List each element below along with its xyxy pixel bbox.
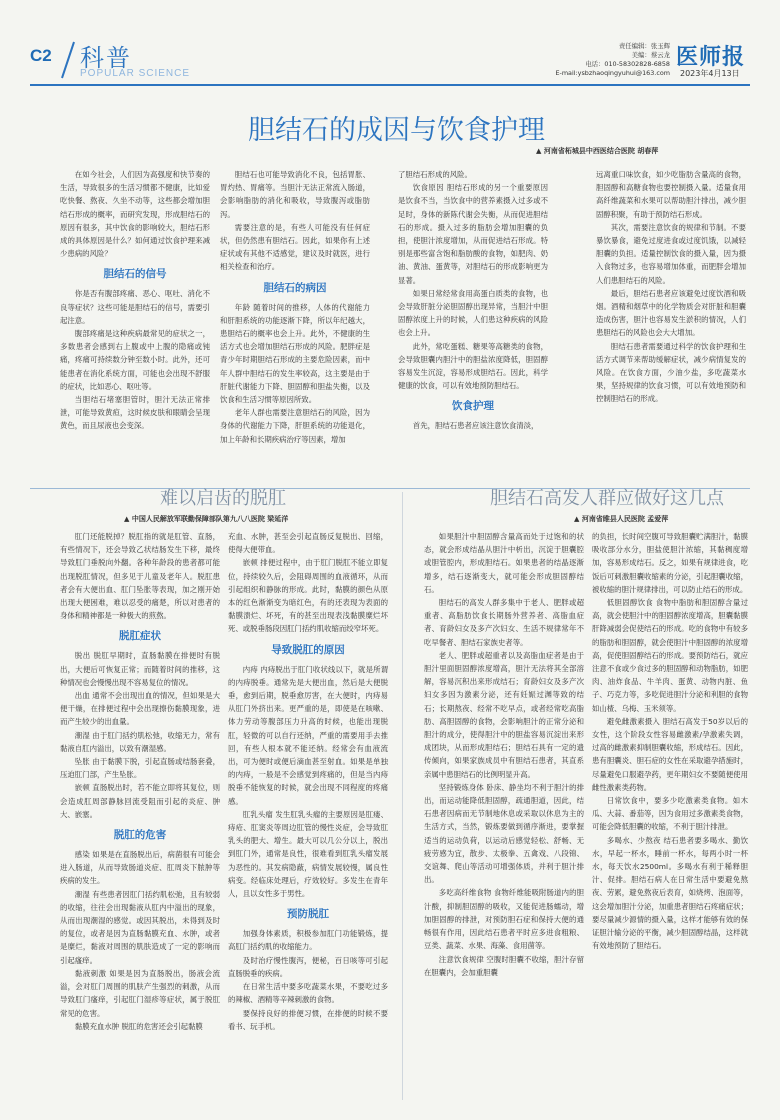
paragraph: 要保持良好的排便习惯，在排便的时候不要看书、玩手机。 xyxy=(228,1008,388,1031)
paragraph: 黏液刺激 如果是因为直肠脱出，肠液会流溢，会对肛门周围的肌肤产生强烈的刺激，从而导致肛门瘙痒，引起肛门湿疹等症状，属于脱肛常见的危害。 xyxy=(60,968,220,1018)
paragraph: 潮湿 有些患者因肛门括约肌松弛，且有较弱的收缩，往往会出现黏液从肛内中溢出的现象，从而出现潮湿的感觉。或因其脱出，未得到及时的复位，或者是因为直肠黏膜充血、水肿，或者是糜烂，黏液对周围的肌肤造成了一定的影响而引起瘙痒。 xyxy=(60,889,220,965)
article1-byline: ▲ 河南省柘城县中西医结合医院 胡春萍 xyxy=(536,147,659,155)
subheading: 预防脱肛 xyxy=(287,908,329,921)
paragraph: 注意饮食规律 空腹时胆囊不收缩，胆汁存留在胆囊内，会加重胆囊 xyxy=(424,954,584,977)
article3-column-2 xyxy=(592,530,748,1102)
paragraph: 你是否有腹部疼痛、恶心、呕吐、消化不良等症状？这些可能是胆结石的信号，需要引起注意。 xyxy=(60,289,210,325)
paragraph: 坚持锻炼身体 卧床、静坐均不利于胆汁的排出，而运动能降低胆固醇，疏通胆道，因此，结石患者因病而无节制地休息或采取以休息为主的生活方式，当然，锻炼要做到循序渐进，要掌握适当的运动负荷，以运动后感觉轻松、舒畅、无疲劳感为宜，散步、太极拳、五禽戏、八段锦、交谊舞、爬山等活动可增强体质，并利于胆汁排出。 xyxy=(424,782,584,885)
paragraph: 最后，胆结石患者应该避免过度饮酒和吸烟。酒精和烟草中的化学物质会对肝脏和胆囊造成伤害，胆汁也容易发生淤积的情况，人们患胆结石的风险也会大大增加。 xyxy=(596,288,746,338)
paragraph: 及时治疗慢性腹泻，便秘，百日咳等可引起直肠脱垂的疾病。 xyxy=(228,955,388,978)
paragraph: 年龄 随着时间的推移，人体的代谢能力和肝胆系统的功能逐渐下降，所以年纪越大，患胆结石的概率也会上升。此外，不健康的生活方式也会增加胆结石形成的风险。肥胖症是青少年时期胆结石形成的主要危险因素，而中年人群中胆结石的发生率较高，这主要是由于肝脏代谢能力下降、胆固醇和胆盐失衡，以及饮食和生活习惯等原因所致。 xyxy=(220,302,370,405)
paragraph: 坠胀 由于黏膜下脱，引起直肠或结肠套叠，压迫肛门部，产生坠胀。 xyxy=(60,757,220,780)
article1-column-3 xyxy=(398,168,548,478)
article1-column-4 xyxy=(596,168,746,478)
paragraph: 胆结石患者需要通过科学的饮食护理和生活方式调节来帮助缓解症状，减少病情复发的风险。在饮食方面，少油少盐，多吃蔬菜水果，坚持规律的饮食习惯，可以有效地预防和控制胆结石的形成。 xyxy=(596,341,746,404)
article2-column-1 xyxy=(60,530,220,1102)
article3-byline: ▲ 河南省睢县人民医院 孟爱萍 xyxy=(574,515,669,523)
header-rule xyxy=(30,84,750,86)
paragraph: 需要注意的是，有些人可能没有任何症状，但仍然患有胆结石。因此，如果你有上述症状或有其他不适感觉，建议及时就医，进行相关检查和治疗。 xyxy=(220,222,370,272)
paragraph: 出血 通常不会出现出血的情况，但如果是大便干燥，在排便过程中会出现擦伤黏膜现象，进而产生较少的出血量。 xyxy=(60,691,220,727)
paragraph: 在如今社会，人们因为高强度和快节奏的生活，导致很多的生活习惯都不健康，比如爱吃快餐、熬夜、久坐不动等，这些都会增加胆结石形成的概率，而研究发现，形成胆结石的原因有很多，其中饮食的影响较大，胆结石形成的具体原因是什么？如何通过饮食护理来减少患病的风险？ xyxy=(60,170,210,259)
paragraph: 其次，需要注意饮食的规律和节制。不要暴饮暴食，避免过度进食或过度饥饿，以减轻胆囊的负担。适量控制饮食的摄入量，因为摄入食物过多，也容易增加体重，而肥胖会增加人们患胆结石的风险。 xyxy=(596,222,746,285)
column-divider xyxy=(402,492,403,1100)
subheading: 胆结石的病因 xyxy=(263,281,327,294)
section-title: 科普 xyxy=(80,44,132,72)
paragraph: 如果日常经常食用高蛋白质类的食物，也会导致肝脏分泌胆固醇出现异常，当胆汁中胆固醇浓度上升的时候，人们患这种疾病的风险也会上升。 xyxy=(398,288,548,338)
paragraph: 远离重口味饮食，如少吃脂肪含量高的食物，胆固醇和高糖食物也要控制摄入量。适量食用高纤维蔬菜和水果可以帮助胆汁排出，减少胆固醇积聚，有助于预防结石形成。 xyxy=(596,170,746,219)
paragraph: 潮湿 由于肛门括约肌松弛，收缩无力，常有黏液自肛内溢出，以致有潮湿感。 xyxy=(60,730,220,753)
paragraph: 多吃高纤维食物 食物纤维能吸附肠道内的胆汁酸，抑制胆固醇的吸收，又能促进肠蠕动，增加胆固醇的排泄，对预防胆石症和保持大便的通畅很有作用，因此结石患者平时应多进食粗粮、豆类、蔬菜、水果、海藻、食用菌等。 xyxy=(424,888,584,951)
paragraph: 内痔 内痔脱出于肛门收状线以下，就是所谓的内痔脱垂。通常先是大便出血，然后是大便脱垂，愈到后期，脱垂愈厉害，在大便时，内痔易从肛门外挤出来。更严重的是，即使是在咳嗽、体力劳动等腹部压力升高的时候，也能出现脱肛，轻微的可以自行还纳，严重的需要用手去推回，有些人根本就不能还纳。经常会有血液流出，可为便时或便后滴血甚至射血。如果是单独的内痔，一般是不会感觉到疼痛的，但是当内痔脱垂不能恢复的时候，就会出现不同程度的疼痛感。 xyxy=(228,664,388,806)
paragraph: 加强身体素质，积极参加肛门功能锻炼，提高肛门括约肌的收缩能力。 xyxy=(228,929,388,952)
paragraph: 多喝水、少熬夜 结石患者要多喝水、勤饮水，早起一杯水，睡前一杯水，每两小时一杯水，每天饮水2500ml。多喝水有利于稀释胆汁、促排。胆结石病人在日常生活中要避免熬夜、劳累，避免熬夜后表育，如烧烤、泡面等，这会增加胆汁分泌，加重患者胆结石疼痛症状；要尽量减少源情的摄入量，这样才能够有效的保证胆汁输分泌的平衡，减少胆固醇结晶，这样就有效地预防了胆结石。 xyxy=(592,835,748,951)
newspaper-logo: 医师报 xyxy=(676,44,746,70)
paragraph: 肛门还能脱掉？脱肛指的就是肛管、直肠，有些情况下，还会导致乙状结肠发生下移，最终导致肛门垂脱向外翻。各种年龄段的患者都可能出现脱肛情况，但多见于儿童及老年人。脱肛患者会有大便出血、肛门坠胀等表现，加之刚开始出现大便困难，难以忍受的痛楚，所以对患者的身体和精神都是一种极大的煎熬。 xyxy=(60,532,220,621)
paragraph: 充血、水肿，甚至会引起直肠反复脱出、回缩，使得大便带血。 xyxy=(228,532,388,555)
paragraph: 日常饮食中，要多少吃激素类食物。如木瓜、大蒜、番茄等，因为食用过多激素类食物，可能会降低胆囊的收缩，不利于胆汁排泄。 xyxy=(592,796,748,832)
paragraph: 嵌顿 直肠脱出时，若不能立即将其复位，则会造成肛周部静脉回流受阻而引起的炎症、肿大、嵌塞。 xyxy=(60,783,220,819)
paragraph: 胆结石的高发人群多集中于老人、肥胖或超重者、高脂肪饮食长期肠外营养者、高脂血症者、育龄妇女及多产次妇女、生活不规律常年不吃早餐者、胆结石家族史者等。 xyxy=(424,598,584,647)
paragraph: 此外，常吃蛋糕、糖果等高糖类的食物，会导致胆囊内胆汁中的胆盐浓度降低，胆固醇容易发生沉淀，容易形成胆结石。因此，科学健康的饮食，可以有效地预防胆结石。 xyxy=(398,341,548,391)
paragraph: 老人、肥胖或超重者以及高脂血症者是由于胆汁里面胆固醇浓度增高，胆汁无法将其全部溶解，容易沉积出来形成结石；育龄妇女及多产次妇女多因为激素分泌，还有妊娠过渊等致的结石；长期熬夜、经常不吃早点，或者经常吃高脂肪、高胆固醇的食物，会影响胆汁的正常分泌和胆汁的成分，使得胆汁中的胆盐容易沉淀出来形成团块，从而形成胆结石；胆结石具有一定的遗传倾向，如果家族成员中有胆结石患者，其直系亲属中患胆结石的比例明显升高。 xyxy=(424,650,584,779)
paragraph: 老年人群也需要注意胆结石的风险，因为身体的代谢能力下降，肝胆系统的功能退化，加上年龄和长期疾病治疗等因素，增加 xyxy=(220,408,370,444)
subheading: 脱肛症状 xyxy=(119,630,161,643)
editor-line: 美编：蔡云龙 xyxy=(631,51,670,59)
paragraph: 的负担，长时间空腹可导致胆囊贮满胆汁，黏膜吸收部分水分，胆盐使胆汁浓缩，其黏稠度增加，容易形成结石。反之，如果有规律进食，吃饭后可刺激胆囊收缩素的分泌，引起胆囊收缩，被收缩的胆汁规律排出，可以防止结石的形成。 xyxy=(592,532,748,594)
paragraph: 低胆固醇饮食 食物中脂肪和胆固醇含量过高，就会使胆汁中的胆固醇浓度增高，胆囊黏膜肝降减弱会促使结石的形成。吃的食物中有较多的脂肪和胆固醇，就会使胆汁中胆固醇的浓度增高，促使胆固醇结石的形成。要预防结石，就应注意不食或少食过多的胆固醇和动物脂肪，如肥肉、油炸食品、牛羊肉、蛋黄、动物内脏、鱼子、巧克力等，多吃促进胆汁分泌和利胆的食物如山楂、乌梅、玉米须等。 xyxy=(592,598,748,713)
subheading: 饮食护理 xyxy=(452,400,494,413)
paragraph: 当胆结石堵塞胆管时，胆汁无法正常排泄，可能导致黄疸，这时候皮肤和眼睛会呈现黄色，而且尿液也会变深。 xyxy=(60,395,210,431)
paragraph: 黏膜充血水肿 脱肛的危害还会引起黏膜 xyxy=(74,1021,203,1031)
paragraph: 肛乳头瘤 发生肛乳头瘤的主要原因是肛瘘、痔疮、肛窦炎等周边肛管的慢性炎症，会导致肛乳头的肥大、增生。最大可以几公分以上，脱出到肛门外，通常是良性，很难看到肛乳头瘤发展为恶性的。其发病隐蔽，病情发展较慢，属良性病变。经临床处理后，疗效较好。多发生在青年人，且以女性多于男性。 xyxy=(228,809,388,899)
paragraph: 避免雌激素摄入 胆结石高发于50岁以后的女性，这个阶段女性容易雌激素/孕激素失调，过高的雌激素抑制胆囊收缩，形成结石。因此，患有胆囊炎、胆石症的女性在采取避孕措施时，尽量避免口服避孕药，更年期妇女不要随便使用雌性激素类药物。 xyxy=(592,716,748,792)
paragraph: 感染 如果是在直肠脱出后，病菌很有可能会进入肠道，从而导致肠道炎症、肛周炎下脓肿等疾病的发生。 xyxy=(60,850,220,886)
article1-title: 胆结石的成因与饮食护理 xyxy=(248,115,545,146)
paragraph: 脱出 脱肛早期时，直肠黏膜在排便时有脱出，大便后可恢复正常；而随着时间的推移，这种情况也会慢慢出现不容易复位的情况。 xyxy=(60,651,220,687)
paragraph: 了胆结石形成的风险。 xyxy=(398,170,472,179)
subheading: 脱肛的危害 xyxy=(113,829,167,842)
paragraph: 首先，胆结石患者应该注意饮食清淡， xyxy=(412,421,539,431)
editor-line: 电话：010-58302828-6858 xyxy=(585,60,670,68)
editor-line: E-mail:ysbzhaoqingyuhui@163.com xyxy=(555,69,670,77)
page-number: C2 xyxy=(30,46,52,65)
header-slash-decoration xyxy=(58,40,78,80)
article1-column-1 xyxy=(60,168,210,478)
publication-date: 2023年4月13日 xyxy=(680,69,740,78)
article3-title: 胆结石高发人群应做好这几点 xyxy=(490,488,724,509)
article2-title: 难以启齿的脱肛 xyxy=(160,488,286,509)
paragraph: 胆结石也可能导致消化不良，包括胃胀、胃灼热、胃痛等。当胆汁无法正常流入肠道，会影响脂肪的消化和吸收，导致腹泻或脂肪泻。 xyxy=(220,170,370,219)
paragraph: 在日常生活中要多吃蔬菜水果，不要吃过多的辣椒、酒精等辛辣刺激的食物。 xyxy=(228,982,388,1005)
paragraph: 腹部疼痛是这种疾病最常见的症状之一，多数患者会感到右上腹或中上腹的隐痛或钝痛，疼痛可持续数分钟至数小时。此外，还可能患者在消化系统方面，可能也会出现不舒服的症状，比如恶心、呕吐等。 xyxy=(60,329,210,391)
editor-info xyxy=(544,42,670,78)
article1-column-2 xyxy=(220,168,370,478)
subheading: 导致脱肛的原因 xyxy=(271,643,345,656)
article2-column-2 xyxy=(228,530,388,1102)
section-subtitle: POPULAR SCIENCE xyxy=(80,68,191,79)
editor-line: 责任编辑：张玉辉 xyxy=(618,42,670,50)
subheading: 胆结石的信号 xyxy=(103,268,167,281)
paragraph: 饮食原因 胆结石形成的另一个重要原因是饮食不当，当饮食中的营养素摄入过多或不足时，身体的新陈代谢会失衡，从而促进胆结石的形成。摄入过多的脂肪会增加胆囊的负担，使胆汁浓度增加，从而促进结石形成。特别是那些富含饱和脂肪酸的食物，如肥肉、奶油、黄油、蛋黄等，对胆结石的形成影响更为显著。 xyxy=(398,183,548,285)
article2-byline: ▲ 中国人民解放军联勤保障部队第九八八医院 梁延洋 xyxy=(124,515,289,523)
article3-column-1 xyxy=(424,530,584,1102)
paragraph: 如果胆汁中胆固醇含量高而处于过饱和的状态，就会形成结晶从胆汁中析出，沉淀于胆囊腔或胆管腔内，形成胆结石。如果患者的结晶逐渐增多，结石逐渐变大，就可能会形成胆固醇结石。 xyxy=(424,532,584,594)
paragraph: 嵌顿 排便过程中，由于肛门脱肛不能立即复位，持续较久后，会阻碍周围的血液循环，从而引起组织和静脉的形成。此时，黏膜的颜色从原本的红色渐渐变为暗红色，有的还表现为表面的黏膜溃烂、坏死，有的甚至出现表浅黏膜糜烂坏死、或脱垂肠段因肛门括约肌收缩而绞窄坏死。 xyxy=(228,558,388,634)
